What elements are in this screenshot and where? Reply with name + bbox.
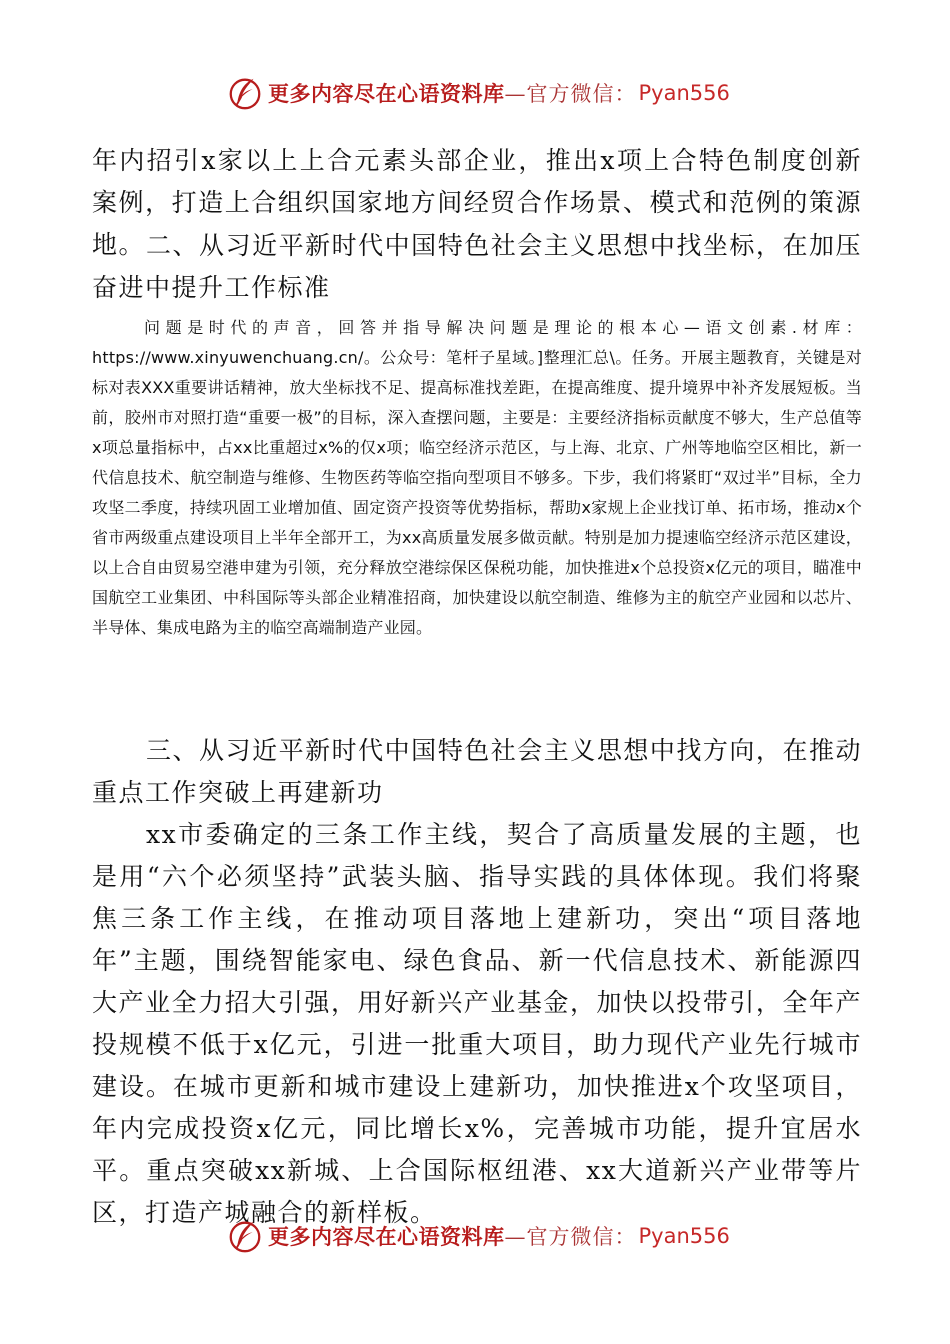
banner-wechat-id: Pyan556 [638, 81, 730, 105]
banner-title: 更多内容尽在心语资料库 [268, 81, 505, 106]
feather-quill-icon [226, 1217, 264, 1255]
section-heading-2: 二、从习近平新时代中国特色社会主义思想中找坐标，在加压奋进中提升工作标准 [92, 231, 862, 302]
header-banner [226, 73, 730, 113]
banner-wechat-label: —官方微信： [504, 1225, 637, 1249]
paragraph-1: 年内招引x家以上上合元素头部企业，推出x项上合特色制度创新案例，打造上合组织国家地方间经贸合作场景、模式和范例的策源地。 [92, 146, 862, 259]
banner-wechat-label: —官方微信： [504, 82, 637, 106]
paragraph-2: 问题是时代的声音，回答并指导解决问题是理论的根本心—语文创素.材库：https://www.xinyuwenchuang.cn/。公众号：笔杆子星域。]整理汇总\。任务。开展主题教育，关键是对标对表XXX重要讲话精神，放大坐标找不足、提高标准找差距，在提高维度、提升境界中补齐发展短板。当前，胶州市对照打造“重要一极”的目标，深入查摆问题，主要是：主要经济指标贡献度不够大，生产总值等x项总量指标中，占xx比重超过x%的仅x项；临空经济示范区，与上海、北京、广州等地临空区相比，新一代信息技术、航空制造与维修、生物医药等临空指向型项目不够多。下步，我们将紧盯“双过半”目标，全力攻坚二季度，持续巩固工业增加值、固定资产投资等优势指标，帮助x家规上企业找订单、拓市场，推动x个省市两级重点建设项目上半年全部开工，为xx高质量发展多做贡献。特别是加力提速临空经济示范区建设，以上合自由贸易空港申建为引领，充分释放空港综保区保税功能，加快推进x个总投资x亿元的项目，瞄准中国航空工业集团、中科国际等头部企业精准招商，加快建设以航空制造、维修为主的航空产业园和以芯片、半导体、集成电路为主的临空高端制造产业园。 [92, 318, 862, 637]
banner-title: 更多内容尽在心语资料库 [268, 1224, 505, 1249]
section-heading-3: 三、从习近平新时代中国特色社会主义思想中找方向，在推动重点工作突破上再建新功 [92, 736, 862, 807]
banner-wechat-id: Pyan556 [638, 1224, 730, 1248]
paragraph-3: xx市委确定的三条工作主线，契合了高质量发展的主题，也是用“六个必须坚持”武装头脑、指导实践的具体体现。我们将聚焦三条工作主线，在推动项目落地上建新功，突出“项目落地年”主题，围绕智能家电、绿色食品、新一代信息技术、新能源四大产业全力招大引强，用好新兴产业基金，加快以投带引，全年产投规模不低于x亿元，引进一批重大项目，助力现代产业先行城市建设。在城市更新和城市建设上建新功，加快推进x个攻坚项目，年内完成投资x亿元，同比增长x%，完善城市功能，提升宜居水平。重点突破xx新城、上合国际枢纽港、xx大道新兴产业带等片区，打造产城融合的新样板。 [92, 820, 862, 1227]
feather-quill-icon [226, 74, 264, 112]
footer-banner [226, 1216, 730, 1256]
